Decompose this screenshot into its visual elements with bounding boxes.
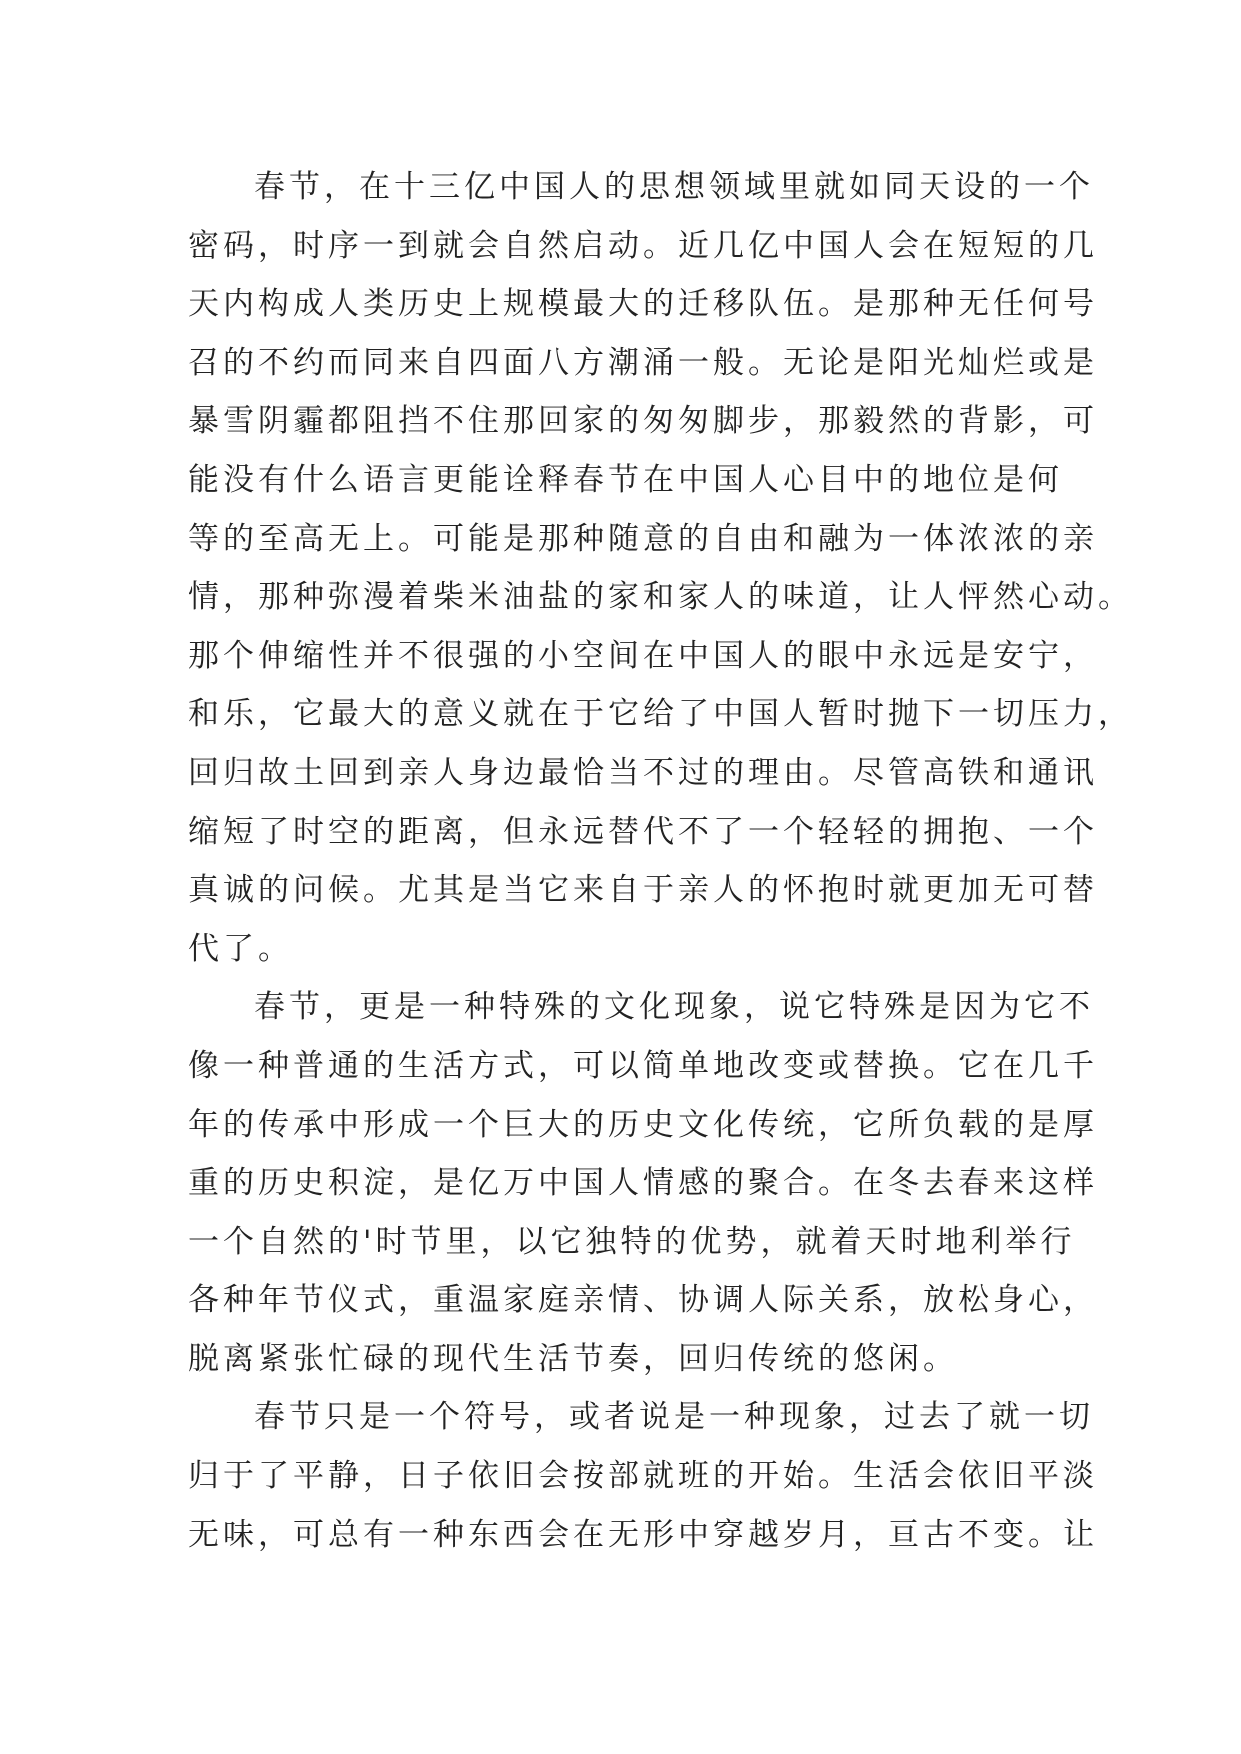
paragraph-1 — [188, 158, 1133, 978]
paragraph-2 — [188, 978, 1098, 1388]
text-line: 春节只是一个符号，或者说是一种现象，过去了就一切 — [254, 1399, 1094, 1436]
text-line: 春节，更是一种特殊的文化现象，说它特殊是因为它不 — [254, 989, 1094, 1026]
text-line: 重的历史积淀，是亿万中国人情感的聚合。在冬去春来这样 — [188, 1165, 1098, 1202]
text-line: 那个伸缩性并不很强的小空间在中国人的眼中永远是安宁， — [188, 637, 1098, 674]
body-text — [188, 158, 1133, 1564]
text-line: 密码，时序一到就会自然启动。近几亿中国人会在短短的几 — [188, 227, 1098, 264]
text-line: 年的传承中形成一个巨大的历史文化传统，它所负载的是厚 — [188, 1106, 1098, 1143]
text-line: 等的至高无上。可能是那种随意的自由和融为一体浓浓的亲 — [188, 520, 1098, 557]
text-line: 真诚的问候。尤其是当它来自于亲人的怀抱时就更加无可替 — [188, 872, 1098, 909]
text-line: 暴雪阴霾都阻挡不住那回家的匆匆脚步，那毅然的背影，可 — [188, 403, 1098, 440]
text-line: 回归故土回到亲人身边最恰当不过的理由。尽管高铁和通讯 — [188, 754, 1098, 791]
paragraph-3 — [188, 1388, 1098, 1564]
text-line: 春节，在十三亿中国人的思想领域里就如同天设的一个 — [254, 169, 1094, 205]
text-line: 代了。 — [188, 930, 293, 967]
text-line: 能没有什么语言更能诠释春节在中国人心目中的地位是何 — [188, 461, 1063, 498]
text-line: 召的不约而同来自四面八方潮涌一般。无论是阳光灿烂或是 — [188, 344, 1098, 381]
text-line: 脱离紧张忙碌的现代生活节奏，回归传统的悠闲。 — [188, 1340, 958, 1377]
text-line: 各种年节仪式，重温家庭亲情、协调人际关系，放松身心， — [188, 1282, 1098, 1319]
text-line: 情，那种弥漫着柴米油盐的家和家人的味道，让人怦然心动。 — [188, 579, 1133, 616]
text-line: 像一种普通的生活方式，可以简单地改变或替换。它在几千 — [188, 1047, 1098, 1084]
text-line: 缩短了时空的距离，但永远替代不了一个轻轻的拥抱、一个 — [188, 813, 1098, 850]
text-line: 无味，可总有一种东西会在无形中穿越岁月，亘古不变。让 — [188, 1516, 1098, 1553]
text-line: 归于了平静，日子依旧会按部就班的开始。生活会依旧平淡 — [188, 1458, 1098, 1495]
text-line: 天内构成人类历史上规模最大的迁移队伍。是那种无任何号 — [188, 286, 1098, 323]
text-line: 和乐，它最大的意义就在于它给了中国人暂时抛下一切压力， — [188, 696, 1133, 733]
text-line: 一个自然的'时节里，以它独特的优势，就着天时地利举行 — [188, 1223, 1076, 1260]
